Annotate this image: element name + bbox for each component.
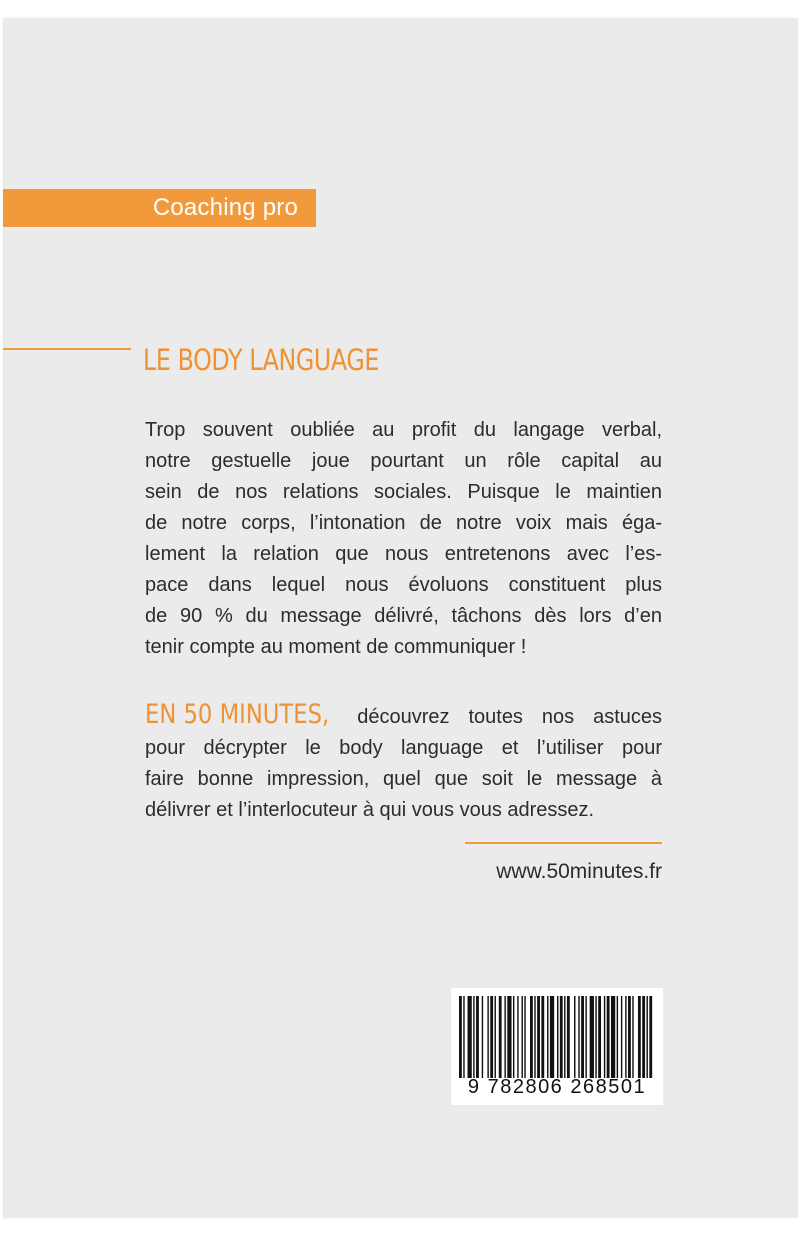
description-line: notre gestuelle joue pourtant un rôle capital au bbox=[145, 450, 662, 472]
pitch-line bbox=[145, 701, 662, 733]
barcode-bar bbox=[625, 996, 626, 1078]
pitch bbox=[145, 701, 662, 826]
pitch-line: faire bonne impression, quel que soit le message à bbox=[145, 768, 662, 790]
pitch-line: délivrer et l’interlocuteur à qui vous vous adressez. bbox=[145, 799, 595, 821]
barcode-bar bbox=[621, 996, 622, 1078]
barcode-bar bbox=[646, 996, 647, 1078]
barcode-bar bbox=[537, 996, 540, 1078]
barcode-bar bbox=[598, 996, 601, 1078]
barcode-bar bbox=[476, 996, 479, 1078]
barcode-bar bbox=[560, 996, 563, 1078]
barcode-bar bbox=[585, 996, 586, 1078]
barcode-bar bbox=[463, 996, 464, 1078]
barcode-bar bbox=[611, 996, 615, 1078]
back-cover bbox=[3, 18, 798, 1218]
description-line: de notre corps, l’intonation de notre voix mais éga- bbox=[145, 512, 662, 534]
barcode-bar bbox=[521, 996, 522, 1078]
book-title: LE BODY LANGUAGE bbox=[143, 343, 379, 377]
barcode-bar bbox=[541, 996, 544, 1078]
description-line: de 90 % du message délivré, tâchons dès lors d’en bbox=[145, 605, 662, 627]
barcode-bar bbox=[507, 996, 511, 1078]
barcode-bar bbox=[482, 996, 483, 1078]
barcode-bar bbox=[649, 996, 652, 1078]
barcode-bar bbox=[495, 996, 496, 1078]
barcode-bar bbox=[595, 996, 596, 1078]
pitch-first-line-rest: découvrez toutes nos astuces bbox=[357, 706, 662, 728]
barcode-bar bbox=[487, 996, 488, 1078]
website-url: www.50minutes.fr bbox=[496, 860, 662, 883]
description bbox=[145, 415, 662, 663]
barcode-bar bbox=[473, 996, 474, 1078]
pitch-highlight: EN 50 MINUTES, bbox=[145, 699, 330, 730]
barcode-bar bbox=[642, 996, 645, 1078]
pitch-line: pour décrypter le body language et l’utiliser pour bbox=[145, 737, 662, 759]
barcode-bar bbox=[547, 996, 548, 1078]
barcode-bar bbox=[557, 996, 558, 1078]
url-rule bbox=[465, 842, 662, 844]
barcode-bar bbox=[604, 996, 605, 1078]
barcode-bar bbox=[590, 996, 594, 1078]
barcode-bar bbox=[638, 996, 641, 1078]
barcode-bar bbox=[574, 996, 575, 1078]
barcode-bar bbox=[468, 996, 472, 1078]
barcode-bar bbox=[567, 996, 570, 1078]
series-banner bbox=[3, 189, 316, 227]
barcode-bar bbox=[524, 996, 525, 1078]
barcode-bar bbox=[578, 996, 579, 1078]
isbn-number: 9 782806 268501 bbox=[467, 1076, 647, 1098]
barcode-bar bbox=[628, 996, 631, 1078]
barcode-bar bbox=[564, 996, 565, 1078]
barcode-bar bbox=[550, 996, 554, 1078]
barcode-bar bbox=[581, 996, 584, 1078]
description-line: sein de nos relations sociales. Puisque le maintien bbox=[145, 481, 662, 503]
description-line: tenir compte au moment de communiquer ! bbox=[145, 636, 527, 658]
barcode-bar bbox=[517, 996, 518, 1078]
barcode-bar bbox=[534, 996, 535, 1078]
barcode-bar bbox=[490, 996, 493, 1078]
barcode-bar bbox=[499, 996, 502, 1078]
description-line: pace dans lequel nous évoluons constituent plus bbox=[145, 574, 662, 596]
barcode bbox=[451, 988, 663, 1105]
description-line: Trop souvent oubliée au profit du langage verbal, bbox=[145, 419, 662, 441]
barcode-bar bbox=[607, 996, 610, 1078]
barcode-bars bbox=[459, 996, 655, 1078]
barcode-bar bbox=[513, 996, 514, 1078]
description-line: lement la relation que nous entretenons avec l’es- bbox=[145, 543, 662, 565]
barcode-bar bbox=[530, 996, 533, 1078]
barcode-bar bbox=[617, 996, 618, 1078]
title-rule bbox=[3, 348, 131, 350]
barcode-bar bbox=[504, 996, 505, 1078]
barcode-bar bbox=[459, 996, 462, 1078]
series-label: Coaching pro bbox=[152, 194, 298, 221]
barcode-bar bbox=[632, 996, 633, 1078]
